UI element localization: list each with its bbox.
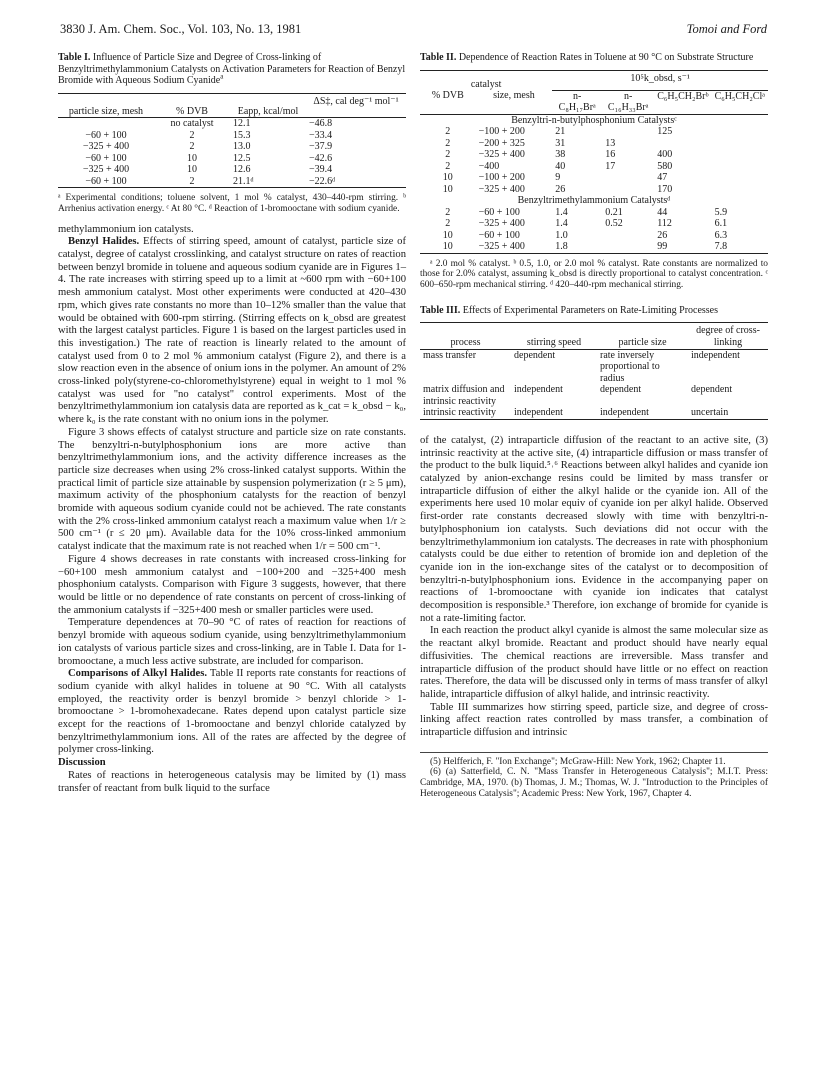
table1-rows-cell: 12.5 [233, 152, 251, 164]
table2-rows1-cell [712, 184, 768, 196]
para-5-text: Table II reports rate constants for reactions of sodium cyanide with alkyl halides in toluene at 90 °C. With all catalysts employed, the reactivity order is benzyl bromide > benzyl chloride > 1-bromooctane > 1-bromohexadecane. Rates depend upon catalyst particle size except for the reactions of 1-bromooctane and benzyl chloride catalyzed by benzyltrimethylammonium ions. All of the rates are affected by the degree of polymer cross-linking. [58, 668, 406, 756]
table2-rows2-cell: 5.9 [714, 206, 728, 218]
table2-rows1-cell: 17 [605, 160, 616, 172]
table2-caption [420, 52, 768, 64]
table1-bottom-rule [58, 188, 406, 192]
table2-col-c16: n-C₁₆H₃₃Brᵃ [607, 90, 649, 113]
para-1-text: Effects of stirring speed, amount of catalyst, particle size of catalyst, degree of catalyst crosslinking, and catalyst structure on rates of reaction between benzyl bromide in toluene and aqueous sodium cyanide are in Figures 1–4. The rate increases with stirring speed up to a limit at ~600 rpm with −60+100 mesh ammonium catalyst. Most other experiments were conducted at 420–430 rpm, which gives rate constants no more than 10–12% smaller than the value that would be obtained with 600-rpm stirring. (Stirring effects on k_obsd are greatest with the largest catalyst particles. Figure 1 is based on the largest particles used in this investigation.) The rate of reaction is linearly related to the amount of catalyst used from 0 to 2 mol % ammonium catalyst (Figure 2), and there is a slow reaction even in the absence of onium ions in the polymer. An amount of 2% cross-linked poly(styrene-co-chloromethylstyrene) equal in weight to 1 mol % catalyst was used for "no catalyst" control experiments. Most of the benzyltrimethylammonium ion catalysis data are reported as k_cat = k_obsd − k₀, where k₀ is the rate constant with no onium ions in the polymer. [58, 236, 406, 426]
authors: Tomoi and Ford [686, 22, 767, 36]
table2-col-c8: n-C₈H₁₇Brᵃ [558, 90, 596, 113]
para-4: Temperature dependences at 70–90 °C of rates of reaction for reactions of benzyl bromide with aqueous sodium cyanide, using benzyltrimethylammonium ion catalysts of various particle sizes and cross-linking, are in Table I. Data for 1-bromooctane, a much less active substrate, are included for comparison. [58, 617, 406, 667]
table2-bottom-rule [420, 253, 768, 257]
table2-section2-row [420, 195, 768, 207]
table2-rows1-cell: 170 [657, 183, 673, 195]
table2-rows1-cell: −325 + 400 [478, 149, 525, 160]
para-r2: In each reaction the product alkyl cyanide is almost the same molecular size as the reactant alkyl bromide. Reactant and product should have nearly equal diffusivities. The chemical reactions are irreversible. Mass transfer and intraparticle diffusion of the product should have little or no effect on reaction rates. Therefore, the data will be discussed only in terms of mass transfer of alkyl halide, intraparticle diffusion of alkyl halide, and intrinsic reactivity. [420, 625, 768, 700]
table2-body-1 [420, 126, 768, 195]
table2-rows1-cell: −400 [478, 160, 500, 172]
table2-section1: Benzyltri-n-butylphosphonium Catalystsᶜ [511, 114, 677, 126]
table-row [420, 149, 768, 161]
table2-rows1-cell: 47 [657, 172, 668, 183]
table2-rows1-cell [712, 149, 768, 161]
left-column [58, 52, 406, 795]
para-r3: Table III summarizes how stirring speed, particle size, and degree of cross-linking affect reaction rates controlled by mass transfer, a combination of intraparticle diffusion and intrinsic [420, 701, 768, 739]
table3 [420, 322, 768, 423]
table-row [58, 141, 406, 153]
table-row [58, 130, 406, 142]
table2-rows1-cell: 21 [555, 126, 566, 137]
table1-rows-cell: 10 [187, 152, 197, 164]
table1-caption-sup: a [220, 72, 224, 81]
table2-rows2-cell: 10 [442, 229, 453, 241]
table2-rows2-cell: 26 [657, 229, 668, 241]
right-column [420, 52, 768, 799]
table2-rows1-cell [712, 172, 768, 184]
table2-section2: Benzyltrimethylammonium Catalystsᵈ [517, 195, 671, 206]
table2-rows1-cell: 580 [657, 160, 673, 172]
table2-rows2-cell: 10 [442, 241, 453, 252]
table3-rows-cell: dependent [600, 384, 642, 396]
table-row [420, 349, 768, 384]
table1-col-ds: ΔS‡, cal deg⁻¹ mol⁻¹ [313, 95, 399, 107]
table3-rows-cell: independent [514, 384, 563, 396]
table-row [58, 176, 406, 188]
table1-header-row [58, 93, 406, 118]
table1-col-dvb: % DVB [176, 105, 208, 117]
table1-footnote: ᵃ Experimental conditions; toluene solvent, 1 mol % catalyst, 430–440-rpm stirring. ᵇ Arrhenius activation energy. ᶜ At 80 °C. ᵈ Reaction of 1-bromooctane with sodium cyanide. [58, 193, 406, 214]
table2 [420, 70, 768, 257]
table3-rows-cell: intrinsic reactivity [423, 407, 497, 419]
table2-rows1-cell [602, 184, 654, 196]
table-row [420, 230, 768, 242]
table3-rows-cell: independent [691, 349, 740, 361]
table1-rows-cell: no catalyst [170, 118, 214, 129]
heading-discussion: Discussion [58, 757, 106, 769]
table2-rows2-cell: 1.8 [555, 241, 568, 252]
table1-rows-cell: −22.6ᵈ [309, 175, 336, 187]
para-5 [58, 668, 406, 757]
table2-rows1-cell: 38 [555, 149, 566, 160]
table2-rows1-cell: 400 [657, 149, 673, 160]
table2-col-bncl: C₆H₅CH₂Clᵃ [714, 90, 765, 102]
table2-rows2-cell: 1.4 [555, 218, 568, 229]
table2-rows2-cell: −60 + 100 [478, 229, 520, 241]
para-2: Figure 3 shows effects of catalyst structure and particle size on rate constants. The benzyltri-n-butylphosphonium ions are more active than benzyltrimethylammonium ions, and the activity difference increases as the particle size decreases when using 2% cross-linked catalyst supports. Within the practical limit of particle size attainable by suspension polymerization (r ≥ 5 μm), maximum activity of the phosphonium catalysts for the reaction of benzyl bromide with aqueous sodium cyanide could not be achieved. The rate constants with the 2% cross-linked ammonium catalyst reach a maximum value when 1/r ≥ 500 cm⁻¹ (r ≤ 20 μm). Available data for the 10% cross-linked ammonium catalyst indicate that the maximum rate is not reached when 1/r = 500 cm⁻¹. [58, 426, 406, 553]
table1-caption [58, 52, 406, 87]
table2-rows2-cell: 0.21 [605, 206, 623, 218]
table1-rows-cell [58, 118, 154, 130]
table2-rows1-cell [712, 126, 768, 138]
table3-header-row [420, 323, 768, 350]
table2-col-bnbr: C₆H₅CH₂Brᵇ [657, 90, 709, 102]
table2-rows2-cell: 99 [657, 241, 668, 252]
table2-label: Table II. [420, 52, 457, 63]
table3-rows-cell: rate inversely proportional to radius [600, 349, 660, 384]
table3-rows-cell: uncertain [691, 407, 729, 419]
table2-rows1-cell: 16 [605, 149, 616, 160]
table2-rows1-cell: 13 [605, 137, 616, 149]
table2-rows1-cell: 10 [442, 172, 453, 183]
reference-6: (6) (a) Satterfield, C. N. "Mass Transfer in Heterogeneous Catalysis"; M.I.T. Press: Cambridge, MA, 1970. (b) Thomas, J. M.; Thomas, W. J. "Introduction to the Principles of Heterogeneous Catalysis"; Academic Press: New York, 1967, Chapter 4. [420, 767, 768, 799]
table2-rows1-cell [602, 126, 654, 138]
table-row [420, 126, 768, 138]
table3-rows-cell: independent [600, 407, 649, 419]
table2-rows1-cell [602, 172, 654, 184]
table2-rows1-cell: 26 [555, 183, 566, 195]
table2-rows1-cell [712, 138, 768, 150]
table2-rate-head: 10⁵k_obsd, s⁻¹ [552, 70, 768, 90]
table1-rows-cell: 12.6 [233, 164, 251, 175]
table1-rows-cell: 2 [189, 175, 195, 187]
reference-5: (5) Helfferich, F. "Ion Exchange"; McGraw-Hill: New York, 1962; Chapter 11. [430, 756, 726, 767]
table1 [58, 93, 406, 192]
table1-rows-cell: −46.8 [309, 118, 333, 129]
table1-rows-cell: −60 + 100 [85, 129, 127, 141]
table3-title: Effects of Experimental Parameters on Rate-Limiting Processes [462, 304, 719, 316]
table-row [420, 384, 768, 407]
table1-rows-cell: 10 [187, 164, 197, 175]
left-text [58, 224, 406, 796]
right-text [420, 435, 768, 740]
table2-rows2-cell: 112 [657, 218, 672, 229]
table-row [420, 241, 768, 253]
table2-rows2-cell: 0.52 [605, 218, 623, 229]
table2-body-2 [420, 207, 768, 254]
para-6: Rates of reactions in heterogeneous catalysis may be limited by (1) mass transfer of reactant from bulk liquid to the surface [58, 769, 406, 794]
table1-rows-cell: −60 + 100 [85, 175, 127, 187]
references [420, 752, 768, 799]
table2-subheader-row [420, 90, 768, 114]
table2-rows1-cell: 2 [445, 149, 451, 160]
table2-rows2-cell [602, 230, 654, 242]
table2-rows2-cell: −325 + 400 [478, 241, 525, 252]
table1-rows-cell: −325 + 400 [82, 164, 130, 175]
table1-rows-cell: −33.4 [309, 129, 333, 141]
table1-col-eapp: Eapp, kcal/mol [237, 105, 299, 117]
table2-footnote: ᵃ 2.0 mol % catalyst. ᵇ 0.5, 1.0, or 2.0 mol % catalyst. Rate constants are normalized to those for 2.0% catalyst, assuming k_obsd is directly proportional to catalyst concentration. ᶜ 600–650-rpm mechanical stirring. ᵈ 420–440-rpm mechanical stirring. [420, 258, 768, 291]
table1-rows-cell: 2 [189, 129, 195, 141]
table3-caption [420, 305, 768, 317]
table3-rows-cell: dependent [514, 349, 556, 361]
table-row [420, 138, 768, 150]
table2-title: Dependence of Reaction Rates in Toluene at 90 °C on Substrate Structure [458, 52, 754, 63]
table2-rows2-cell: 1.4 [555, 206, 568, 218]
table1-col-size: particle size, mesh [68, 105, 144, 117]
table2-rows1-cell: 125 [657, 126, 673, 137]
table3-col-process: process [450, 337, 481, 349]
table2-catalyst-head: catalyst [470, 78, 502, 90]
table2-rows2-cell: −60 + 100 [478, 206, 520, 218]
table3-label: Table III. [420, 304, 461, 316]
table2-rows2-cell: 6.1 [714, 218, 728, 229]
table1-rows-cell: −42.6 [309, 152, 333, 164]
table1-title: Influence of Particle Size and Degree of Cross-linking of Benzyltrimethylammonium Catalysts on Activation Parameters for Reaction of Benzyl Bromide with Aqueous Sodium Cyanide [58, 52, 406, 86]
table2-rows2-cell: −325 + 400 [478, 218, 525, 229]
table-row [420, 184, 768, 196]
table2-rows2-cell: 2 [445, 218, 451, 229]
table1-rows-cell: −39.4 [309, 164, 333, 175]
table2-rows1-cell: 9 [555, 172, 561, 183]
table3-rows-cell: independent [514, 407, 563, 419]
table1-rows-cell: −325 + 400 [82, 141, 130, 152]
table2-section1-row [420, 114, 768, 126]
table2-rows2-cell: 1.0 [555, 229, 568, 241]
table-row [58, 153, 406, 165]
table3-col-stirring: stirring speed [526, 337, 582, 349]
table-row [58, 164, 406, 176]
table3-col-size: particle size [618, 337, 667, 349]
table3-body [420, 349, 768, 419]
table2-rows2-cell: 7.8 [714, 241, 728, 252]
table1-body [58, 118, 406, 188]
table3-rows-cell: dependent [691, 384, 733, 396]
table-row [420, 207, 768, 219]
table1-rows-cell: 12.1 [233, 118, 251, 129]
table2-rows1-cell: −100 + 200 [478, 126, 525, 137]
table2-group-row [420, 70, 768, 90]
table3-rows-cell: matrix diffusion and intrinsic reactivity [423, 384, 505, 407]
running-header [60, 22, 767, 40]
table3-col-crosslink: degree of cross-linking [696, 325, 760, 348]
table1-label: Table I. [58, 52, 91, 63]
table2-rows1-cell: 2 [445, 160, 451, 172]
table2-rows1-cell: 2 [445, 126, 451, 137]
table2-rows2-cell: 44 [657, 206, 668, 218]
table2-rows1-cell [712, 161, 768, 173]
table1-rows-cell: 21.1ᵈ [233, 175, 254, 187]
table2-rows1-cell [654, 138, 711, 150]
heading-alkyl-halides: Comparisons of Alkyl Halides. [68, 668, 208, 680]
table3-rows-cell: mass transfer [423, 349, 477, 361]
table2-rows1-cell: 40 [555, 160, 566, 172]
para-1 [58, 236, 406, 427]
table2-rows1-cell: 10 [442, 183, 453, 195]
table2-rows2-cell: 2 [445, 206, 451, 218]
table2-rows2-cell: 6.3 [714, 229, 728, 241]
para-3: Figure 4 shows decreases in rate constants with increased cross-linking for −60+100 mesh ammonium catalyst and −100+200 and −325+400 mesh phosphonium catalysts. Comparison with Figure 3 suggests, however, that there would be little or no dependence of rate constants on percent of cross-linking of the ammonium catalysts if −325+400 mesh or smaller particles were used. [58, 553, 406, 616]
table-row [58, 118, 406, 130]
table-row [420, 172, 768, 184]
table1-rows-cell: 15.3 [233, 129, 251, 141]
table-row [420, 161, 768, 173]
table1-rows-cell: 13.0 [233, 141, 251, 152]
table3-bottom-rule [420, 419, 768, 423]
para-r1: of the catalyst, (2) intraparticle diffusion of the reactant to an active site, (3) intrinsic reactivity at the active site, (4) intraparticle diffusion or mass transfer of the product to the bulk liquid.⁵˒⁶ Reactions between alkyl halides and cyanide ion catalyzed by anion-exchange resins could be limited by mass transfer or intraparticle diffusion of either the alkyl halide or the cyanide ion. All of the experiments here used 10 molar equiv of cyanide ion per alkyl halide. Observed first-order rate constants decreased slowly with time with benzyltri-n-butylphosphonium ion catalysts. Such deviations did not occur with the benzyltrimethylammonium ion catalysts. The decreases in rate with phosphonium catalysts could be due either to retention of bromide ion and depletion of the cyanide ion in the ion-exchange sites of the catalyst or to decomposition of benzyltri-n-butylphosphonium ions. Evidence in the accompanying paper on reactions of 1-bromooctane with cyanide ion indicates that catalyst decomposition is responsible.³ Therefore, ion exchange of bromide for cyanide is not a rate-limiting factor. [420, 434, 768, 624]
table2-rows1-cell: −200 + 325 [478, 137, 525, 149]
heading-benzyl-halides: Benzyl Halides. [68, 236, 140, 248]
para-0: methylammonium ion catalysts. [58, 223, 194, 235]
table2-rows1-cell: 31 [555, 137, 566, 149]
table2-col-dvb: % DVB [431, 90, 464, 101]
table-row [420, 407, 768, 419]
table2-rows1-cell: −100 + 200 [478, 172, 525, 183]
table2-rows2-cell [602, 241, 654, 253]
table2-rows1-cell: −325 + 400 [478, 183, 525, 195]
table1-rows-cell: −37.9 [309, 141, 333, 152]
journal-citation: 3830 J. Am. Chem. Soc., Vol. 103, No. 13, 1981 [60, 22, 302, 36]
table-row [420, 218, 768, 230]
table2-rows1-cell: 2 [445, 137, 451, 149]
table2-col-mesh: size, mesh [493, 90, 535, 101]
table1-rows-cell: −60 + 100 [85, 152, 127, 164]
table1-rows-cell: 2 [189, 141, 195, 152]
